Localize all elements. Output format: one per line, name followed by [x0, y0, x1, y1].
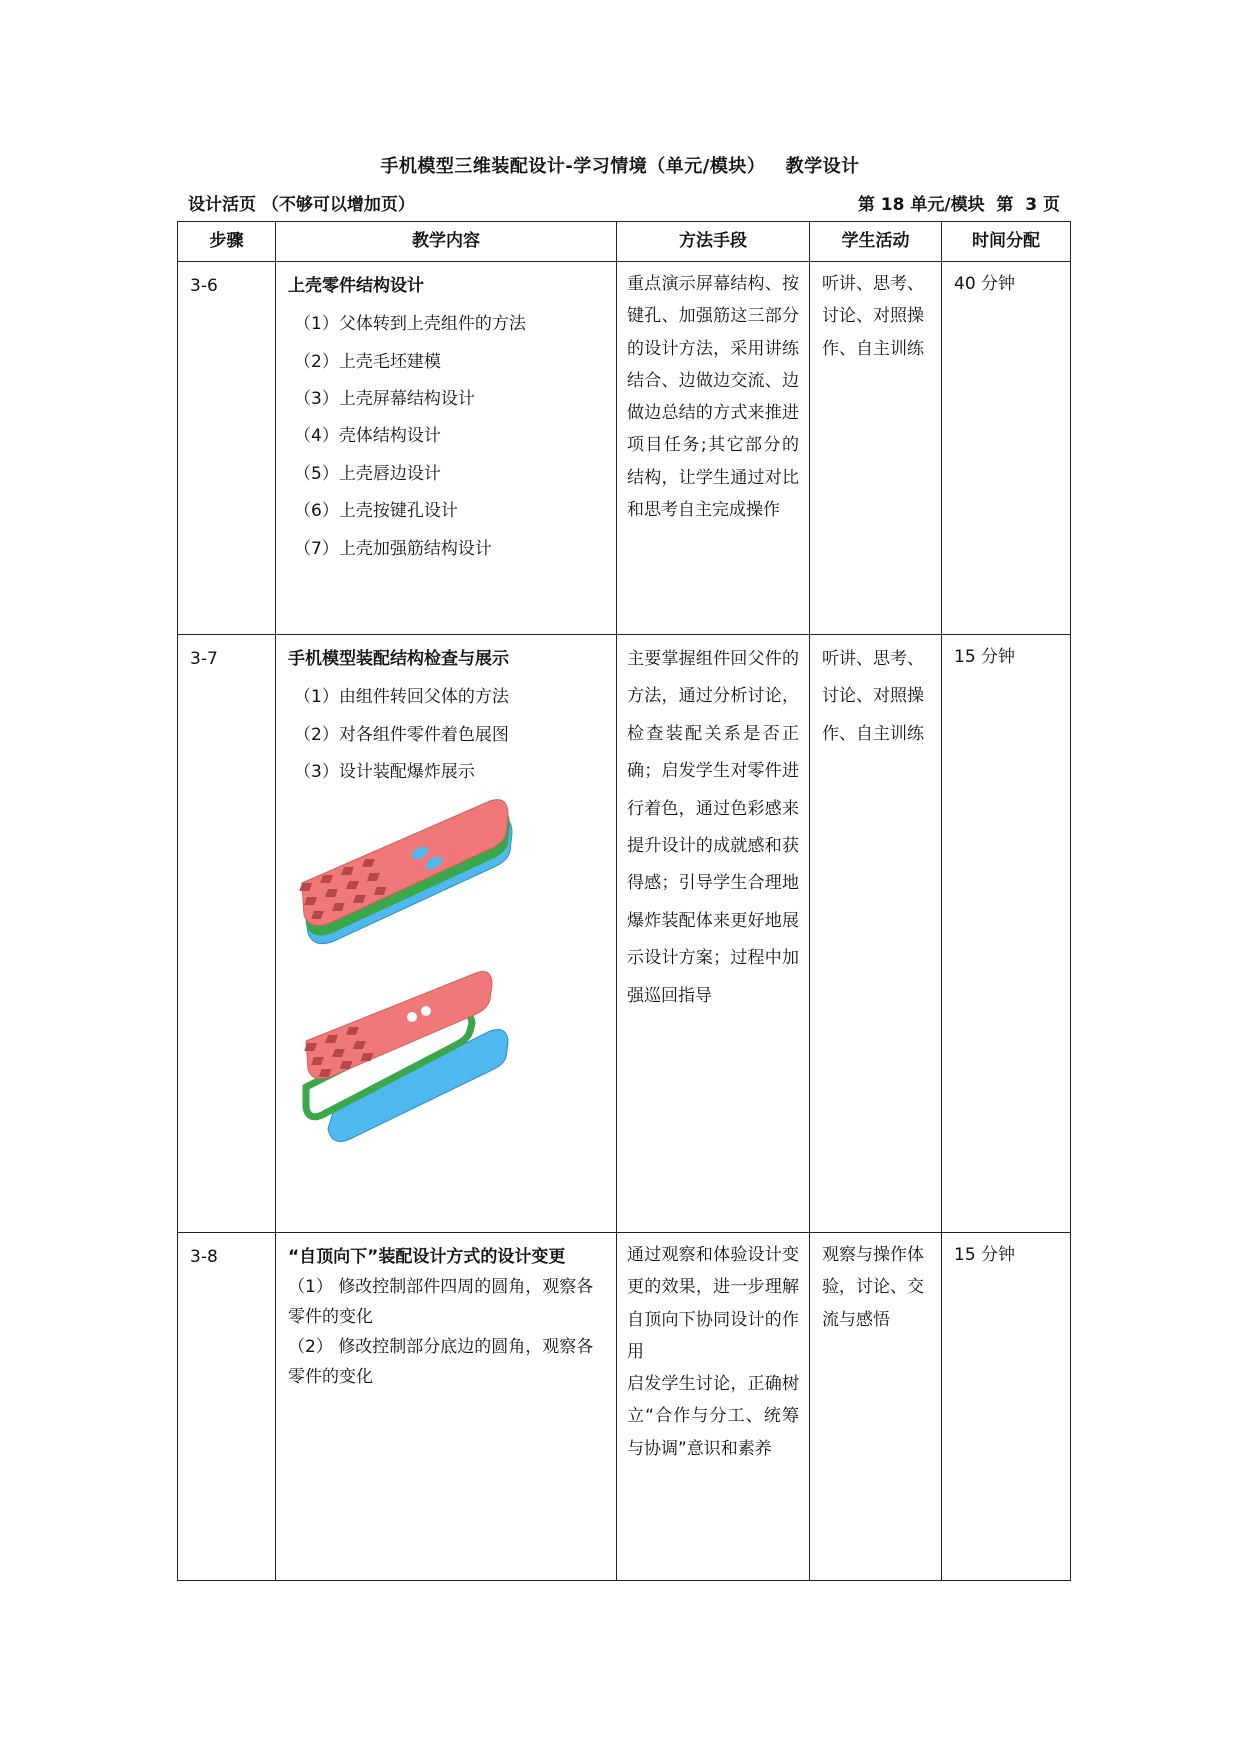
list-item: （3）设计装配爆炸展示 [294, 762, 475, 783]
list-item: （2）上壳毛坯建模 [294, 351, 441, 372]
list-item: （1）父体转到上壳组件的方法 [294, 314, 526, 335]
list-item: （1） 修改控制部件四周的圆角，观察各零件的变化 [288, 1277, 594, 1328]
student-activity-cell: 听讲、思考、讨论、对照操作、自主训练 [810, 635, 942, 1233]
content-cell [276, 1233, 617, 1581]
list-item: （3）上壳屏幕结构设计 [294, 389, 475, 410]
header-method: 方法手段 [617, 222, 810, 262]
step-cell: 3-8 [178, 1233, 276, 1581]
header-content: 教学内容 [276, 222, 617, 262]
section-heading: “自顶向下”装配设计方式的设计变更 [288, 1247, 566, 1267]
document-title: 手机模型三维装配设计-学习情境（单元/模块） 教学设计 [380, 156, 860, 177]
section-heading: 手机模型装配结构检查与展示 [288, 649, 509, 669]
list-item: （2）对各组件零件着色展图 [294, 724, 509, 745]
list-item: （1）由组件转回父体的方法 [294, 687, 509, 708]
step-cell: 3-7 [178, 635, 276, 1233]
content-cell [276, 635, 617, 1233]
header-step: 步骤 [178, 222, 276, 262]
table-row [178, 262, 1071, 635]
header-student: 学生活动 [810, 222, 942, 262]
time-cell: 15 分钟 [942, 1233, 1071, 1581]
list-item: （2） 修改控制部分底边的圆角，观察各零件的变化 [288, 1336, 594, 1387]
content-cell [276, 262, 617, 635]
header-time: 时间分配 [942, 222, 1071, 262]
list-item: （5）上壳唇边设计 [294, 463, 441, 484]
list-item: （4）壳体结构设计 [294, 426, 441, 447]
time-cell: 15 分钟 [942, 635, 1071, 1233]
table-row [178, 1233, 1071, 1581]
list-item: （7）上壳加强筋结构设计 [294, 538, 492, 559]
phone-assembly-figure [294, 791, 524, 951]
nav-key-opening [421, 1006, 431, 1016]
step-cell: 3-6 [178, 262, 276, 635]
section-heading: 上壳零件结构设计 [288, 276, 424, 296]
student-activity-cell: 观察与操作体验，讨论、交流与感悟 [810, 1233, 942, 1581]
table-row [178, 635, 1071, 1233]
student-activity-cell: 听讲、思考、讨论、对照操作、自主训练 [810, 262, 942, 635]
subhead-right: 第 18 单元/模块 第 3 页 [857, 195, 1060, 215]
table-header-row [178, 222, 1071, 262]
method-cell: 重点演示屏幕结构、按键孔、加强筋这三部分的设计方法，采用讲练结合、边做边交流、边做边总结的方式来推进项目任务;其它部分的结构，让学生通过对比和思考自主完成操作 [617, 262, 810, 635]
nav-key-opening [407, 1012, 417, 1022]
subhead-left: 设计活页 （不够可以增加页） [188, 195, 415, 215]
phone-exploded-figure [294, 963, 524, 1153]
teaching-design-table [177, 221, 1071, 1581]
method-cell: 通过观察和体验设计变更的效果，进一步理解自顶向下协同设计的作用 启发学生讨论，正确树立“合作与分工、统筹与协调”意识和素养 [617, 1233, 810, 1581]
method-cell: 主要掌握组件回父件的方法，通过分析讨论，检查装配关系是否正确；启发学生对零件进行着色，通过色彩感来提升设计的成就感和获得感；引导学生合理地爆炸装配体来更好地展示设计方案；过程中加强巡回指导 [617, 635, 810, 1233]
time-cell: 40 分钟 [942, 262, 1071, 635]
list-item: （6）上壳按键孔设计 [294, 501, 458, 522]
